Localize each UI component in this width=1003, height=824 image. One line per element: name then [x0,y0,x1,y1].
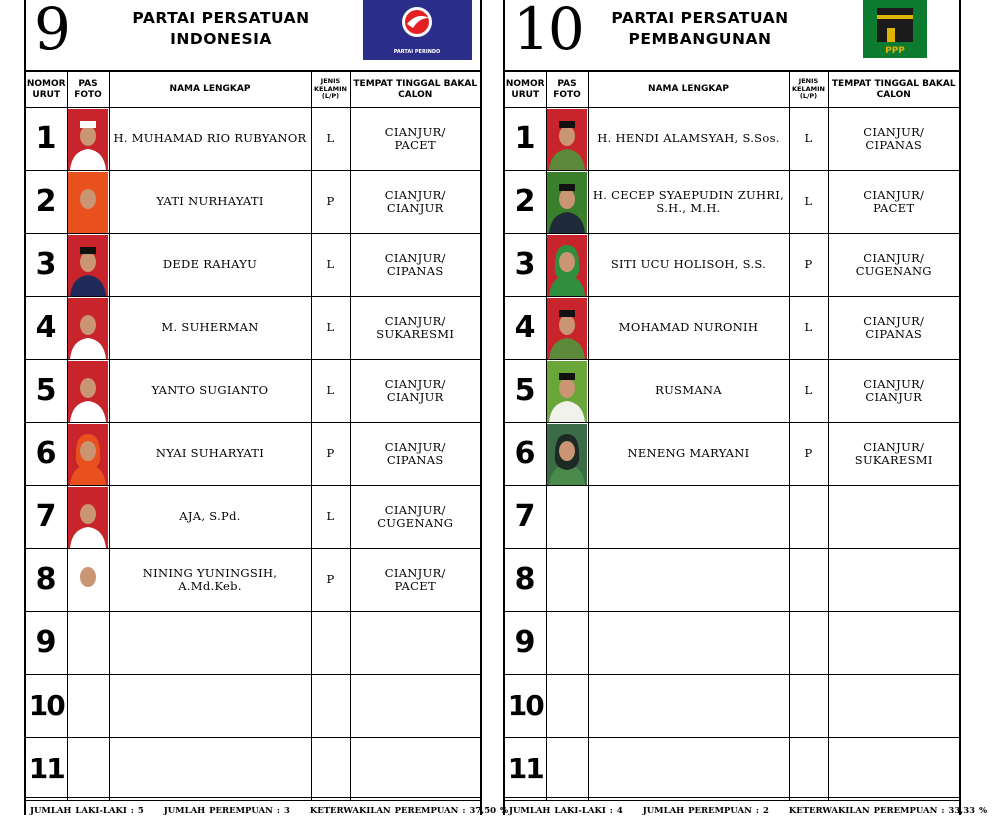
candidate-number-text: 10 [28,689,64,723]
candidate-photo [547,361,587,422]
candidate-row [505,297,959,360]
candidate-photo [547,298,587,359]
candidate-number [505,234,546,297]
candidate-number-text: 2 [35,184,57,220]
candidate-sex [789,675,828,738]
candidate-row [505,612,959,675]
ppp-kaaba-logo [863,0,927,58]
candidate-photo [68,235,108,296]
candidate-photo-cell [67,486,109,549]
candidate-photo-cell [546,612,588,675]
candidate-number-text: 6 [514,436,536,472]
candidate-photo-cell [546,360,588,423]
candidate-sex [789,738,828,801]
candidate-residence: CIANJUR/ SUKARESMI [828,423,959,486]
candidate-sex: P [789,234,828,297]
col-tempat-tinggal: TEMPAT TINGGAL BAKAL CALON [828,72,959,108]
female-count: JUMLAH PEREMPUAN : 3 [163,806,290,816]
candidate-number [26,423,67,486]
candidate-sex: L [311,486,350,549]
candidate-residence [828,738,959,801]
candidate-photo [68,550,108,611]
male-count: JUMLAH LAKI-LAKI : 5 [30,806,144,816]
candidate-name: H. CECEP SYAEPUDIN ZUHRI, S.H., M.H. [588,171,789,234]
candidate-table [505,71,959,801]
candidate-residence [828,549,959,612]
candidate-name: SITI UCU HOLISOH, S.S. [588,234,789,297]
candidate-residence: CIANJUR/ PACET [350,549,480,612]
party-name: PARTAI PERSATUAN PEMBANGUNAN [611,9,789,48]
candidate-photo-cell [546,738,588,801]
female-representation: KETERWAKILAN PEREMPUAN : 33,33 % [788,806,988,816]
party-header [26,0,480,71]
candidate-photo-cell [546,675,588,738]
candidate-number-text: 5 [35,373,57,409]
candidate-number [505,423,546,486]
candidate-photo-cell [546,297,588,360]
candidate-number [26,360,67,423]
candidate-name: AJA, S.Pd. [109,486,311,549]
candidate-residence: CIANJUR/ CIANJUR [350,360,480,423]
candidate-residence: CIANJUR/ CIPANAS [828,297,959,360]
candidate-number-text: 7 [35,499,57,535]
party-panel-perindo [24,0,509,816]
candidate-name: MOHAMAD NURONIH [588,297,789,360]
female-count: JUMLAH PEREMPUAN : 2 [642,806,769,816]
candidate-number [505,612,546,675]
candidate-photo-cell [67,738,109,801]
ppp-logo-text: PPP [885,46,905,56]
candidate-residence: CIANJUR/ CIPANAS [350,423,480,486]
candidate-residence: CIANJUR/ CUGENANG [828,234,959,297]
candidate-residence: CIANJUR/ CIPANAS [828,108,959,171]
party-number: 9 [34,0,69,63]
col-nomor-urut: NOMOR URUT [26,72,67,108]
party-header [505,0,959,71]
candidate-row [26,675,480,738]
candidate-name: YANTO SUGIANTO [109,360,311,423]
candidate-row [26,549,480,612]
candidate-name [109,675,311,738]
candidate-row [26,486,480,549]
candidate-residence [350,612,480,675]
candidate-number-text: 7 [514,499,536,535]
candidate-number [26,549,67,612]
female-representation: KETERWAKILAN PEREMPUAN : 37,50 % [309,806,509,816]
candidate-residence: CIANJUR/ PACET [828,171,959,234]
candidate-sex: P [311,171,350,234]
candidate-residence: CIANJUR/ CIPANAS [350,234,480,297]
candidate-sex: L [311,108,350,171]
candidate-name: RUSMANA [588,360,789,423]
candidate-residence: CIANJUR/ CUGENANG [350,486,480,549]
candidate-photo [68,361,108,422]
col-pas-foto: PAS FOTO [67,72,109,108]
candidate-number [505,549,546,612]
candidate-number [26,675,67,738]
candidate-photo [547,109,587,170]
col-jenis-kelamin: JENIS KELAMIN (L/P) [789,72,828,108]
candidate-photo-cell [67,549,109,612]
candidate-sex: L [789,360,828,423]
candidate-number-text: 5 [514,373,536,409]
candidate-number [26,171,67,234]
candidate-sex: L [311,297,350,360]
candidate-row [505,234,959,297]
candidate-row [26,171,480,234]
candidate-number [26,612,67,675]
candidate-photo-cell [67,171,109,234]
candidate-residence: CIANJUR/ SUKARESMI [350,297,480,360]
candidate-photo [68,298,108,359]
candidate-row [505,171,959,234]
candidate-residence [828,612,959,675]
candidate-sex: L [311,234,350,297]
candidate-photo-cell [67,297,109,360]
candidate-photo-cell [546,171,588,234]
col-nama-lengkap: NAMA LENGKAP [109,72,311,108]
candidate-row [26,738,480,801]
col-tempat-tinggal: TEMPAT TINGGAL BAKAL CALON [350,72,480,108]
candidate-number-text: 3 [35,247,57,283]
candidate-row [505,108,959,171]
candidate-row [505,549,959,612]
candidate-row [505,360,959,423]
summary-footer [505,797,988,816]
candidate-number [505,360,546,423]
candidate-photo-cell [67,423,109,486]
candidate-photo-cell [546,234,588,297]
candidate-number-text: 1 [514,121,536,157]
candidate-number [26,234,67,297]
candidate-photo [68,172,108,233]
candidate-row [505,423,959,486]
candidate-photo-cell [67,360,109,423]
party-name: PARTAI PERSATUAN INDONESIA [132,9,310,48]
party-panel-ppp [503,0,988,816]
candidate-photo-cell [67,234,109,297]
candidate-number-text: 8 [514,562,536,598]
col-nomor-urut: NOMOR URUT [505,72,546,108]
candidate-residence: CIANJUR/ PACET [350,108,480,171]
col-nama-lengkap: NAMA LENGKAP [588,72,789,108]
candidate-number [505,171,546,234]
candidate-number [505,486,546,549]
svg-text:PARTAI PERINDO: PARTAI PERINDO [393,49,441,55]
candidate-photo-cell [67,108,109,171]
candidate-number-text: 9 [514,625,536,661]
candidate-sex: P [311,549,350,612]
candidate-photo [547,424,587,485]
candidate-photo-cell [67,675,109,738]
candidate-name: NENENG MARYANI [588,423,789,486]
candidate-number-text: 4 [514,310,536,346]
candidate-number-text: 3 [514,247,536,283]
candidate-name [109,612,311,675]
candidate-photo [68,424,108,485]
perindo-logo [363,0,472,60]
candidate-residence: CIANJUR/ CIANJUR [350,171,480,234]
candidate-sex [311,612,350,675]
candidate-row [26,423,480,486]
candidate-name: H. HENDI ALAMSYAH, S.Sos. [588,108,789,171]
candidate-photo-cell [546,108,588,171]
candidate-name [588,738,789,801]
candidate-name: YATI NURHAYATI [109,171,311,234]
candidate-row [26,108,480,171]
candidate-sex [789,549,828,612]
candidate-sex: L [789,297,828,360]
candidate-number-text: 11 [28,752,64,786]
candidate-number-text: 4 [35,310,57,346]
candidate-number [26,486,67,549]
candidate-sex: P [311,423,350,486]
candidate-name: DEDE RAHAYU [109,234,311,297]
candidate-number-text: 11 [507,752,543,786]
male-count: JUMLAH LAKI-LAKI : 4 [509,806,623,816]
candidate-sex [789,486,828,549]
candidate-row [26,297,480,360]
candidate-name [588,549,789,612]
candidate-sex: L [789,171,828,234]
candidate-residence [350,738,480,801]
candidate-number [26,297,67,360]
candidate-sex: P [789,423,828,486]
candidate-row [505,486,959,549]
candidate-photo [68,109,108,170]
candidate-sex: L [789,108,828,171]
candidate-photo-cell [546,549,588,612]
candidate-name: M. SUHERMAN [109,297,311,360]
candidate-row [505,675,959,738]
candidate-row [26,234,480,297]
candidate-number-text: 10 [507,689,543,723]
candidate-number-text: 9 [35,625,57,661]
candidate-residence [350,675,480,738]
candidate-row [26,360,480,423]
candidate-sex [789,612,828,675]
candidate-residence [828,675,959,738]
candidate-number-text: 6 [35,436,57,472]
col-pas-foto: PAS FOTO [546,72,588,108]
candidate-number-text: 8 [35,562,57,598]
candidate-table [26,71,480,801]
candidate-number [505,108,546,171]
candidate-number [26,108,67,171]
candidate-name [588,486,789,549]
candidate-name [588,612,789,675]
summary-footer [26,797,509,816]
candidate-number [505,738,546,801]
candidate-name: H. MUHAMAD RIO RUBYANOR [109,108,311,171]
candidate-photo-cell [546,486,588,549]
candidate-number [505,675,546,738]
candidate-number [505,297,546,360]
candidate-photo [68,487,108,548]
candidate-number-text: 1 [35,121,57,157]
candidate-photo-cell [546,423,588,486]
candidate-photo-cell [67,612,109,675]
candidate-photo [547,235,587,296]
col-jenis-kelamin: JENIS KELAMIN (L/P) [311,72,350,108]
candidate-residence [828,486,959,549]
candidate-row [26,612,480,675]
party-number: 10 [513,0,583,63]
candidate-name [109,738,311,801]
candidate-row [505,738,959,801]
candidate-number-text: 2 [514,184,536,220]
candidate-name: NINING YUNINGSIH, A.Md.Keb. [109,549,311,612]
candidate-name [588,675,789,738]
candidate-number [26,738,67,801]
candidate-photo [547,172,587,233]
candidate-sex: L [311,360,350,423]
candidate-name: NYAI SUHARYATI [109,423,311,486]
candidate-residence: CIANJUR/ CIANJUR [828,360,959,423]
candidate-sex [311,675,350,738]
candidate-sex [311,738,350,801]
